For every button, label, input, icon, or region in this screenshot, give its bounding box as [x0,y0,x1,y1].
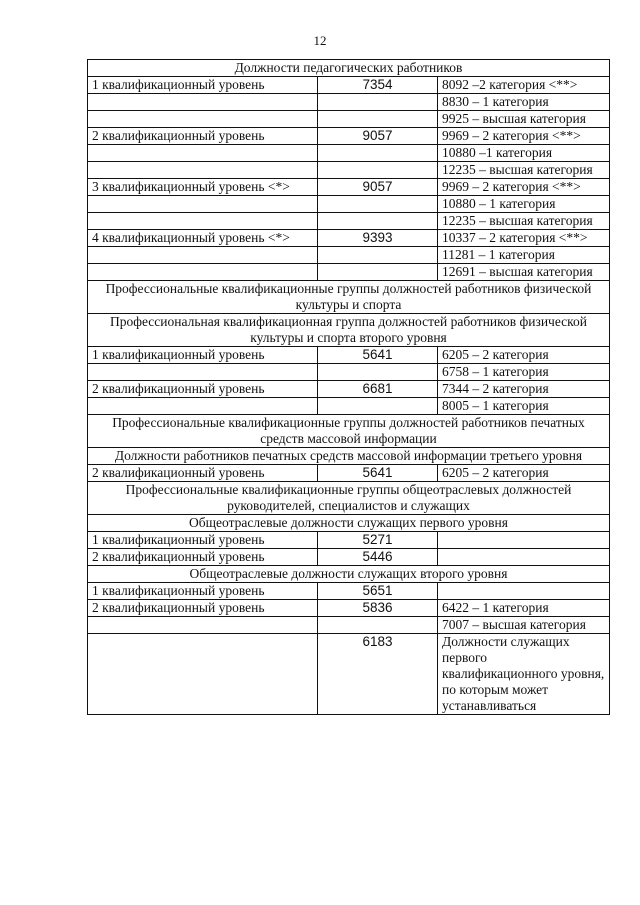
empty-cell [88,364,318,381]
table-row [88,617,610,634]
empty-cell [438,583,610,600]
empty-cell [318,94,438,111]
table-row [88,230,610,247]
section-header-media-level3: Должности работников печатных средств массовой информации третьего уровня [88,448,610,465]
empty-cell [318,617,438,634]
section-header-row [88,415,610,448]
empty-cell [88,145,318,162]
value-cell: 5651 [318,583,438,600]
empty-cell [318,196,438,213]
table-row [88,111,610,128]
table-row [88,179,610,196]
value-cell: 5271 [318,532,438,549]
salary-table [87,59,610,715]
empty-cell [318,398,438,415]
empty-cell [318,213,438,230]
section-header-row [88,566,610,583]
empty-cell [318,247,438,264]
category-cell: 10880 –1 категория [438,145,610,162]
category-cell: 12235 – высшая категория [438,213,610,230]
table-row [88,465,610,482]
table-row [88,549,610,566]
table-row [88,583,610,600]
value-cell: 5446 [318,549,438,566]
table-row [88,247,610,264]
table-row [88,634,610,715]
category-cell: 6205 – 2 категория [438,465,610,482]
empty-cell [88,162,318,179]
value-cell: 6183 [318,634,438,715]
table-row [88,347,610,364]
table-row [88,532,610,549]
level-cell: 2 квалификационный уровень [88,128,318,145]
category-cell: 10337 – 2 категория <**> [438,230,610,247]
category-cell: 12235 – высшая категория [438,162,610,179]
level-cell: 4 квалификационный уровень <*> [88,230,318,247]
empty-cell [88,264,318,281]
empty-cell [438,549,610,566]
empty-cell [318,145,438,162]
value-cell: 5641 [318,347,438,364]
category-cell: 8830 – 1 категория [438,94,610,111]
category-cell: 9969 – 2 категория <**> [438,128,610,145]
level-cell: 2 квалификационный уровень [88,465,318,482]
table-row [88,145,610,162]
table-row [88,264,610,281]
value-cell: 5836 [318,600,438,617]
table-row [88,128,610,145]
level-cell: 3 квалификационный уровень <*> [88,179,318,196]
empty-cell [88,196,318,213]
section-header-row [88,448,610,465]
section-header-row [88,482,610,515]
table-row [88,364,610,381]
value-cell: 9057 [318,179,438,196]
empty-cell [88,213,318,230]
empty-cell [88,617,318,634]
value-cell: 7354 [318,77,438,94]
category-cell: 12691 – высшая категория [438,264,610,281]
empty-cell [318,264,438,281]
category-cell: 8092 –2 категория <**> [438,77,610,94]
value-cell: 9393 [318,230,438,247]
page-number: 12 [313,33,327,48]
section-header-ped: Должности педагогических работников [88,60,610,77]
section-header-general-level2: Общеотраслевые должности служащих второго уровня [88,566,610,583]
level-cell: 2 квалификационный уровень [88,600,318,617]
level-cell: 1 квалификационный уровень [88,77,318,94]
empty-cell [318,111,438,128]
section-header-general-level1: Общеотраслевые должности служащих первого уровня [88,515,610,532]
table-row [88,77,610,94]
section-header-row [88,515,610,532]
level-cell: 1 квалификационный уровень [88,583,318,600]
value-cell: 6681 [318,381,438,398]
category-cell: 7344 – 2 категория [438,381,610,398]
empty-cell [88,398,318,415]
empty-cell [88,111,318,128]
section-header-sport-level2: Профессиональная квалификационная группа должностей работников физической культуры и спорта второго уровня [88,314,610,347]
level-cell: 2 квалификационный уровень [88,381,318,398]
section-header-row [88,314,610,347]
note-cell: Должности служащих первого квалификационного уровня, по которым может устанавливаться [438,634,610,715]
category-cell: 7007 – высшая категория [438,617,610,634]
table-row [88,398,610,415]
section-header-general-group: Профессиональные квалификационные группы общеотраслевых должностей руководителей, специалистов и служащих [88,482,610,515]
table-row [88,94,610,111]
section-header-row [88,60,610,77]
value-cell: 9057 [318,128,438,145]
category-cell: 8005 – 1 категория [438,398,610,415]
level-cell: 1 квалификационный уровень [88,532,318,549]
table-row [88,162,610,179]
empty-cell [318,162,438,179]
level-cell: 1 квалификационный уровень [88,347,318,364]
section-header-media-group: Профессиональные квалификационные группы должностей работников печатных средств массовой информации [88,415,610,448]
section-header-row [88,281,610,314]
table-row [88,381,610,398]
category-cell: 9925 – высшая категория [438,111,610,128]
category-cell: 6205 – 2 категория [438,347,610,364]
section-header-sport-group: Профессиональные квалификационные группы должностей работников физической культуры и спорта [88,281,610,314]
empty-cell [88,247,318,264]
category-cell: 6422 – 1 категория [438,600,610,617]
table-row [88,196,610,213]
category-cell: 9969 – 2 категория <**> [438,179,610,196]
table-row [88,600,610,617]
empty-cell [88,634,318,715]
table-row [88,213,610,230]
empty-cell [318,364,438,381]
level-cell: 2 квалификационный уровень [88,549,318,566]
category-cell: 6758 – 1 категория [438,364,610,381]
category-cell: 11281 – 1 категория [438,247,610,264]
value-cell: 5641 [318,465,438,482]
category-cell: 10880 – 1 категория [438,196,610,213]
empty-cell [88,94,318,111]
empty-cell [438,532,610,549]
